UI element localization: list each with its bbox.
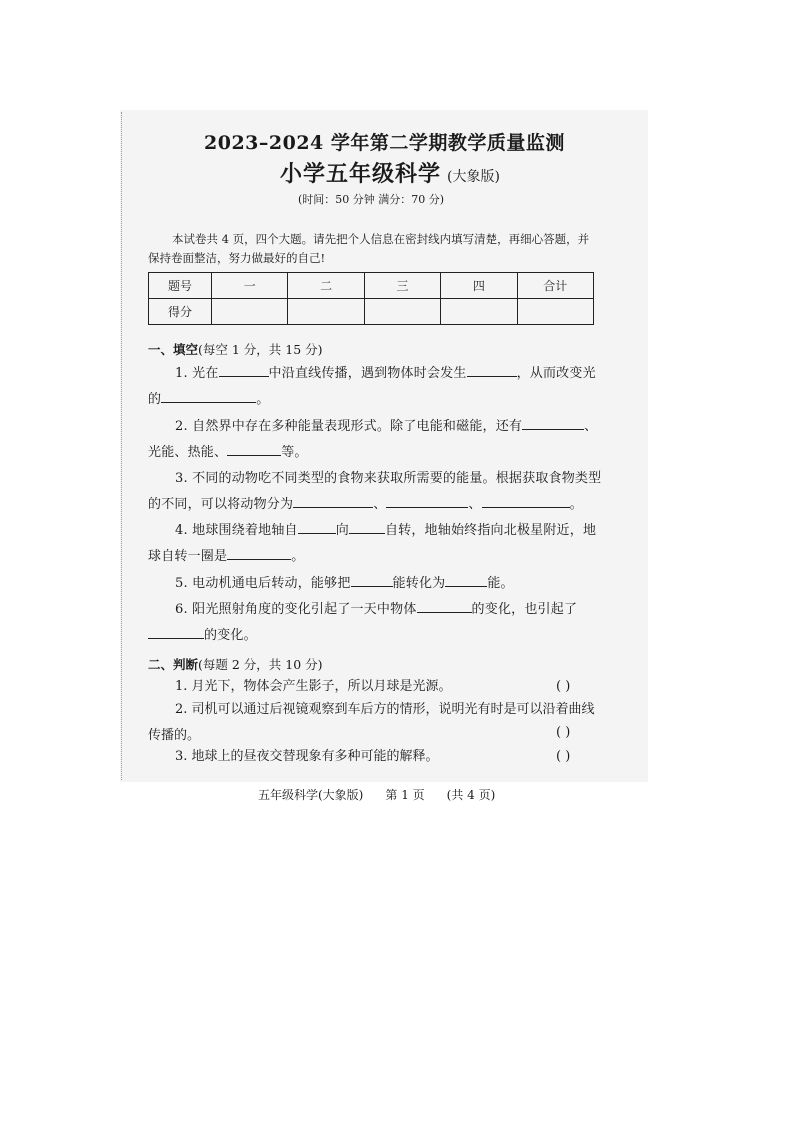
answer-blank[interactable] (445, 572, 487, 587)
fill-question-2-cont (148, 440, 603, 466)
score-table-cell: 四 (441, 273, 517, 299)
answer-blank[interactable] (417, 598, 472, 613)
exam-subject-line (280, 157, 500, 188)
score-table-score-row (149, 299, 594, 325)
question-text: 5. 电动机通电后转动，能够把 (175, 576, 351, 591)
fill-question-4 (148, 518, 603, 570)
exam-title: 2023–2024 学年第二学期教学质量监测 (204, 132, 565, 154)
answer-blank[interactable] (467, 362, 517, 377)
question-text: ，从而改变光 (516, 366, 596, 381)
question-text: 的 (148, 392, 162, 407)
judge-question-3: 3. 地球上的昼夜交替现象有多种可能的解释。 (175, 749, 439, 764)
question-text: 1. 光在 (175, 366, 219, 381)
question-text: 。 (291, 549, 305, 564)
answer-blank[interactable] (227, 441, 281, 456)
answer-blank[interactable] (522, 415, 584, 430)
fill-question-2 (148, 414, 603, 440)
exam-edition: (大象版) (447, 169, 500, 185)
fill-question-1 (148, 361, 603, 387)
footer-subject: 五年级科学(大象版) (258, 788, 364, 802)
judge-question-2: 2. 司机可以通过后视镜观察到车后方的情形，说明光有时是可以沿着曲线传播的。 (148, 702, 595, 743)
question-text: 的变化，也引起了 (471, 602, 578, 617)
question-text: 3. 不同的动物吃不同类型的食物来获取所需要的能量。根据获取食物类型的不同，可以将动物分为 (148, 471, 602, 512)
question-text: 6. 阳光照射角度的变化引起了一天中物体 (175, 602, 417, 617)
score-entry-cell[interactable] (441, 299, 517, 325)
answer-blank[interactable] (161, 388, 256, 403)
score-table-cell: 题号 (149, 273, 212, 299)
score-table-cell: 合计 (517, 273, 593, 299)
question-text: 4. 地球围绕着地轴自 (175, 523, 298, 538)
question-text: 能。 (487, 576, 514, 591)
answer-blank[interactable] (349, 519, 385, 534)
question-text: 能转化为 (392, 576, 446, 591)
binding-margin-line (121, 112, 122, 780)
answer-blank[interactable] (227, 545, 291, 560)
score-entry-cell[interactable] (288, 299, 364, 325)
question-text: 。 (256, 392, 270, 407)
page-footer (258, 786, 517, 803)
answer-blank[interactable] (298, 519, 336, 534)
score-table (148, 272, 594, 325)
answer-parentheses[interactable]: ( ) (556, 749, 571, 764)
question-text: 光能、热能、 (148, 445, 228, 460)
score-entry-cell[interactable] (364, 299, 440, 325)
question-text: 2. 自然界中存在多种能量表现形式。除了电能和磁能，还有 (175, 419, 523, 434)
footer-page-number: 第 1 页 (385, 788, 425, 802)
exam-time-score: (时间：50 分钟 满分：70 分) (298, 193, 445, 206)
question-text: 。 (569, 497, 583, 512)
score-entry-cell[interactable] (517, 299, 593, 325)
score-table-cell: 二 (288, 273, 364, 299)
score-entry-cell[interactable] (212, 299, 288, 325)
score-table-header-row (149, 273, 594, 299)
question-text: 、 (373, 497, 387, 512)
answer-parentheses[interactable]: ( ) (556, 679, 571, 694)
answer-blank[interactable] (219, 362, 269, 377)
question-text: 等。 (281, 445, 308, 460)
score-table-cell: 三 (364, 273, 440, 299)
exam-subject: 小学五年级科学 (280, 161, 442, 187)
answer-blank[interactable] (148, 624, 204, 639)
answer-blank[interactable] (351, 572, 393, 587)
answer-parentheses[interactable]: ( ) (556, 725, 571, 740)
fill-question-3 (148, 466, 603, 518)
question-text: 、 (468, 497, 482, 512)
answer-blank[interactable] (482, 493, 570, 508)
section-2-heading (148, 655, 323, 673)
footer-total-pages: (共 4 页) (446, 788, 496, 802)
question-text: 向 (335, 523, 349, 538)
score-table-cell: 一 (212, 273, 288, 299)
exam-instructions: 本试卷共 4 页，四个大题。请先把个人信息在密封线内填写清楚，再细心答题，并保持卷面整洁，努力做最好的自己! (148, 232, 590, 265)
fill-question-6 (148, 597, 603, 649)
fill-question-1-cont (148, 387, 603, 413)
answer-blank[interactable] (293, 493, 373, 508)
section-1-title: 一、填空 (148, 342, 199, 357)
score-table-cell: 得分 (149, 299, 212, 325)
question-text: 、 (584, 419, 598, 434)
section-1-note: (每空 1 分，共 15 分) (198, 342, 323, 357)
judge-question-1: 1. 月光下，物体会产生影子，所以月球是光源。 (175, 679, 452, 694)
question-text: 自转，地轴始终指向北极星附近，地球自转一圈是 (148, 523, 597, 564)
question-text: 的变化。 (204, 628, 257, 643)
question-text: 中沿直线传播，遇到物体时会发生 (268, 366, 467, 381)
answer-blank[interactable] (386, 493, 468, 508)
fill-question-5 (148, 571, 603, 597)
section-2-title: 二、判断 (148, 657, 199, 672)
section-2-note: (每题 2 分，共 10 分) (198, 657, 323, 672)
section-1-heading (148, 340, 323, 358)
